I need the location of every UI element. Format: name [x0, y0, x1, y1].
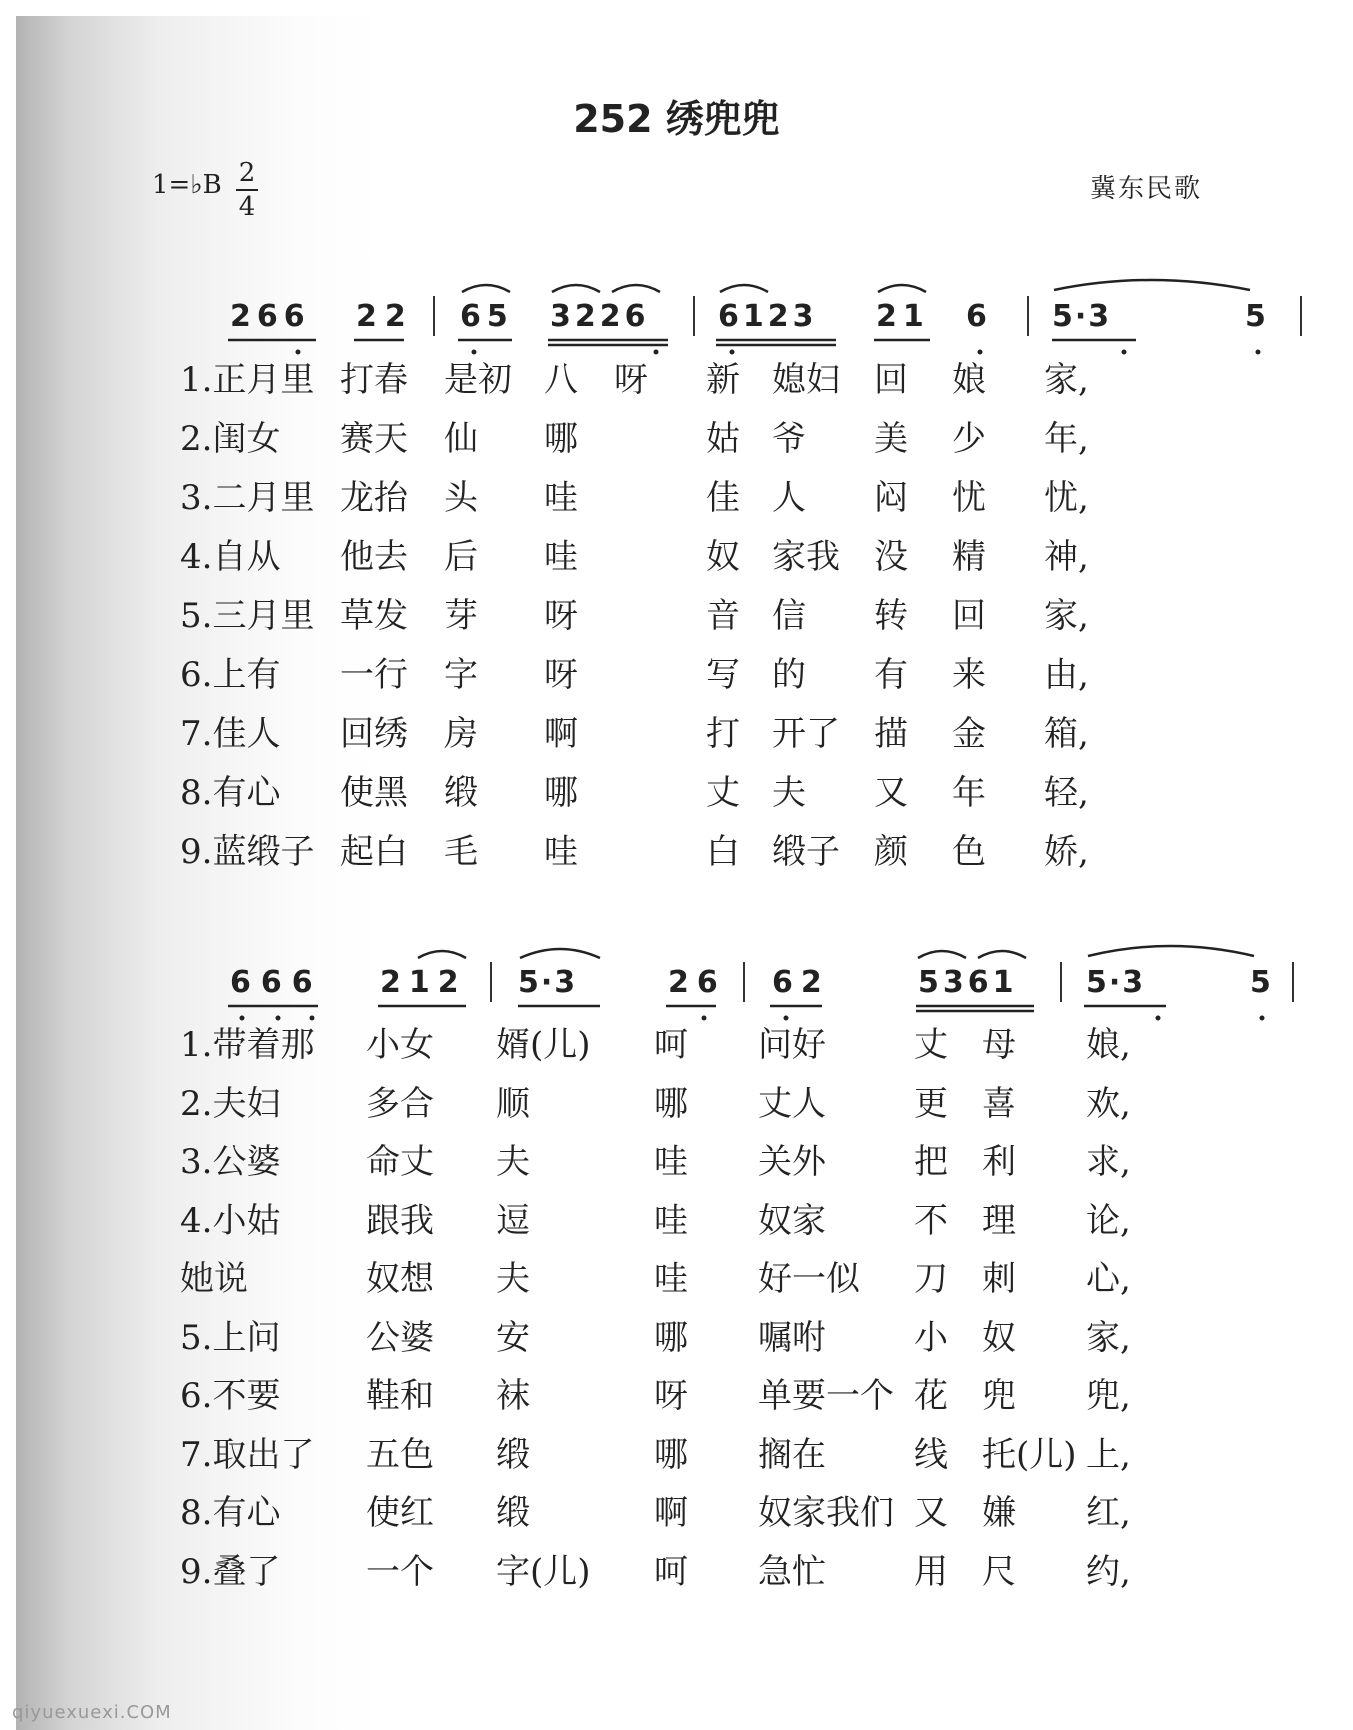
lyric-syllable: 写: [706, 655, 740, 695]
lyric-syllable: 兜: [982, 1376, 1016, 1416]
lyric-syllable: 家,: [1044, 596, 1089, 636]
lyric-syllable: 哪: [544, 419, 578, 459]
lyric-syllable: 线: [914, 1434, 948, 1475]
lyric-syllable: 草发: [340, 596, 408, 636]
lyric-syllable: 由,: [1044, 655, 1089, 695]
lyric-syllable: 逗: [496, 1200, 530, 1241]
lyric-syllable: 五色: [366, 1434, 434, 1475]
lyric-syllable: 9.叠了: [180, 1551, 281, 1592]
lyric-syllable: 使红: [366, 1493, 434, 1533]
lyric-syllable: 关外: [758, 1142, 826, 1182]
lyric-syllable: 哇: [654, 1200, 688, 1241]
lyric-syllable: 忧: [952, 478, 986, 518]
note-group: 5361: [918, 965, 1018, 1000]
lyric-syllable: 信: [772, 596, 806, 636]
lyric-syllable: 回: [952, 596, 986, 636]
lyric-syllable: 多合: [366, 1083, 434, 1124]
lyric-syllable: 转: [874, 596, 908, 636]
lyric-syllable: 又: [914, 1493, 948, 1533]
lyric-syllable: 是初: [444, 360, 512, 400]
lyric-syllable: 来: [952, 655, 986, 695]
barline: [1300, 296, 1302, 336]
lyric-syllable: 哪: [654, 1317, 688, 1358]
lyric-syllable: 1.带着那: [180, 1025, 315, 1065]
lyric-syllable: 搁在: [758, 1434, 826, 1475]
lyric-syllable: 呵: [654, 1551, 688, 1592]
lyric-syllable: 呀: [544, 655, 578, 695]
lyric-syllable: 姑: [706, 419, 740, 459]
lyric-syllable: 年,: [1044, 419, 1089, 459]
lyric-syllable: 色: [952, 832, 986, 872]
lyric-syllable: 用: [914, 1551, 948, 1592]
lyric-syllable: 心,: [1086, 1259, 1131, 1299]
note-group: 5·3: [518, 965, 578, 1000]
lyric-syllable: 哇: [544, 832, 578, 872]
lyric-syllable: 1.正月里: [180, 360, 315, 400]
lyric-syllable: 利: [982, 1142, 1016, 1182]
note-group: 6: [966, 299, 987, 334]
barline: [1060, 962, 1062, 1002]
note-group: 26: [668, 965, 726, 1000]
lyric-syllable: 金: [952, 714, 986, 754]
lyric-syllable: 顺: [496, 1083, 530, 1124]
lyric-syllable: 又: [874, 773, 908, 813]
lyric-syllable: 6.不要: [180, 1376, 281, 1416]
lyric-syllable: 家,: [1086, 1317, 1131, 1358]
lyric-syllable: 呀: [614, 360, 648, 400]
lyric-syllable: 7.佳人: [180, 714, 281, 754]
lyric-syllable: 啊: [654, 1493, 688, 1533]
lyric-syllable: 4.小姑: [180, 1200, 281, 1241]
lyric-syllable: 6.上有: [180, 655, 281, 695]
lyric-syllable: 回: [874, 360, 908, 400]
lyric-syllable: 颜: [874, 832, 908, 872]
lyric-syllable: 丈: [914, 1025, 948, 1065]
note-group: 21: [876, 299, 930, 334]
lyric-syllable: 打: [706, 714, 740, 754]
note-group: 5: [1250, 965, 1271, 1000]
note-group: 6123: [718, 299, 818, 334]
lyric-syllable: 兜,: [1086, 1376, 1131, 1416]
lyric-syllable: 年: [952, 773, 986, 813]
lyric-syllable: 5.三月里: [180, 596, 315, 636]
time-signature: [236, 158, 258, 222]
lyric-syllable: 一行: [340, 655, 408, 695]
lyric-syllable: 尺: [982, 1551, 1016, 1592]
lyric-syllable: 缎: [444, 773, 478, 813]
note-group: 212: [380, 965, 467, 1000]
lyric-syllable: 新: [706, 360, 740, 400]
lyric-syllable: 安: [496, 1317, 530, 1358]
lyric-syllable: 忧,: [1044, 478, 1089, 518]
lyric-syllable: 夫: [496, 1142, 530, 1182]
note-group: 62: [772, 965, 830, 1000]
barline: [693, 296, 695, 336]
page-margin-top: [0, 0, 1353, 16]
lyric-syllable: 丈人: [758, 1083, 826, 1124]
lyric-syllable: 9.蓝缎子: [180, 832, 315, 872]
lyric-syllable: 少: [952, 419, 986, 459]
lyric-syllable: 把: [914, 1142, 948, 1182]
lyric-syllable: 花: [914, 1376, 948, 1416]
page-margin-left: [0, 0, 16, 1730]
lyric-syllable: 仙: [444, 419, 478, 459]
lyric-syllable: 爷: [772, 419, 806, 459]
lyric-syllable: 起白: [340, 832, 408, 872]
lyric-syllable: 哇: [654, 1142, 688, 1182]
lyric-syllable: 神,: [1044, 537, 1089, 577]
lyric-syllable: 精: [952, 537, 986, 577]
lyric-syllable: 袜: [496, 1376, 530, 1416]
lyric-syllable: 白: [706, 832, 740, 872]
lyric-syllable: 毛: [444, 832, 478, 872]
lyric-syllable: 缎子: [772, 832, 840, 872]
lyric-syllable: 7.取出了: [180, 1434, 315, 1475]
lyric-syllable: 娘,: [1086, 1025, 1131, 1065]
lyric-syllable: 8.有心: [180, 773, 281, 813]
barline: [490, 962, 492, 1002]
lyric-syllable: 奴家: [758, 1200, 826, 1241]
lyric-syllable: 回绣: [340, 714, 408, 754]
lyric-syllable: 字(儿): [496, 1551, 591, 1592]
lyric-syllable: 刀: [914, 1259, 948, 1299]
note-group: 5·3: [1086, 965, 1146, 1000]
lyric-syllable: 论,: [1086, 1200, 1131, 1241]
note-group: 5: [1245, 299, 1266, 334]
lyric-syllable: 母: [982, 1025, 1016, 1065]
lyric-syllable: 字: [444, 655, 478, 695]
lyric-syllable: 芽: [444, 596, 478, 636]
time-signature-bottom: 4: [238, 192, 256, 222]
note-group: 5·3: [1052, 299, 1112, 334]
lyric-syllable: 美: [874, 419, 908, 459]
lyric-syllable: 有: [874, 655, 908, 695]
lyric-syllable: 赛天: [340, 419, 408, 459]
note-group: 22: [356, 299, 414, 334]
lyric-syllable: 龙抬: [340, 478, 408, 518]
lyric-syllable: 更: [914, 1083, 948, 1124]
time-signature-top: 2: [238, 158, 256, 188]
lyric-syllable: 描: [874, 714, 908, 754]
lyric-syllable: 好一似: [758, 1259, 860, 1299]
lyric-syllable: 他去: [340, 537, 408, 577]
lyric-syllable: 娘: [952, 360, 986, 400]
lyric-syllable: 她说: [180, 1259, 248, 1299]
lyric-syllable: 夫: [496, 1259, 530, 1299]
lyric-syllable: 上,: [1086, 1434, 1131, 1475]
barline: [1292, 962, 1294, 1002]
lyric-syllable: 娇,: [1044, 832, 1089, 872]
lyric-syllable: 急忙: [758, 1551, 826, 1592]
lyric-syllable: 奴: [982, 1317, 1016, 1358]
lyric-syllable: 后: [444, 537, 478, 577]
lyric-syllable: 求,: [1086, 1142, 1131, 1182]
lyric-syllable: 房: [444, 714, 478, 754]
lyric-syllable: 开了: [772, 714, 840, 754]
lyric-syllable: 婿(儿): [496, 1025, 591, 1065]
lyric-syllable: 问好: [758, 1025, 826, 1065]
barline: [1027, 296, 1029, 336]
song-title: 252 绣兜兜: [573, 97, 780, 141]
lyric-syllable: 哪: [654, 1083, 688, 1124]
lyric-syllable: 8.有心: [180, 1493, 281, 1533]
lyric-syllable: 嘱咐: [758, 1317, 826, 1358]
key-signature: 1=♭B: [152, 170, 222, 200]
lyric-syllable: 呀: [544, 596, 578, 636]
lyric-syllable: 跟我: [366, 1200, 434, 1241]
lyric-syllable: 托(儿): [982, 1434, 1077, 1475]
lyric-syllable: 公婆: [366, 1317, 434, 1358]
lyric-syllable: 小女: [366, 1025, 434, 1065]
lyric-syllable: 的: [772, 655, 806, 695]
lyric-syllable: 夫: [772, 773, 806, 813]
note-group: 266: [230, 299, 311, 334]
lyric-syllable: 理: [982, 1200, 1016, 1241]
lyric-syllable: 小: [914, 1317, 948, 1358]
lyric-syllable: 哇: [654, 1259, 688, 1299]
lyric-syllable: 2.夫妇: [180, 1083, 281, 1124]
lyric-syllable: 佳: [706, 478, 740, 518]
lyric-syllable: 嫌: [982, 1493, 1016, 1533]
lyric-syllable: 哪: [654, 1434, 688, 1475]
barline: [433, 296, 435, 336]
lyric-syllable: 鞋和: [366, 1376, 434, 1416]
barline: [743, 962, 745, 1002]
lyric-syllable: 奴想: [366, 1259, 434, 1299]
lyric-syllable: 呀: [654, 1376, 688, 1416]
watermark: qiyuexuexi.COM: [12, 1702, 172, 1723]
lyric-syllable: 媳妇: [772, 360, 840, 400]
lyric-syllable: 箱,: [1044, 714, 1089, 754]
lyric-syllable: 人: [772, 478, 806, 518]
lyric-syllable: 2.闺女: [180, 419, 281, 459]
lyric-syllable: 轻,: [1044, 773, 1089, 813]
lyric-syllable: 红,: [1086, 1493, 1131, 1533]
lyric-syllable: 奴家我们: [758, 1493, 894, 1533]
lyric-syllable: 不: [914, 1200, 948, 1241]
lyric-syllable: 没: [874, 537, 908, 577]
note-group: 666: [230, 965, 323, 1000]
lyric-syllable: 喜: [982, 1083, 1016, 1124]
lyric-syllable: 呵: [654, 1025, 688, 1065]
lyric-syllable: 家我: [772, 537, 840, 577]
lyric-syllable: 缎: [496, 1434, 530, 1475]
lyric-syllable: 3.公婆: [180, 1142, 281, 1182]
lyric-syllable: 打春: [340, 360, 408, 400]
lyric-syllable: 欢,: [1086, 1083, 1131, 1124]
lyric-syllable: 5.上问: [180, 1317, 281, 1358]
lyric-syllable: 闷: [874, 478, 908, 518]
lyric-syllable: 头: [444, 478, 478, 518]
lyric-syllable: 缎: [496, 1493, 530, 1533]
lyric-syllable: 刺: [982, 1259, 1016, 1299]
note-group: 3226: [550, 299, 650, 334]
lyric-syllable: 命丈: [366, 1142, 434, 1182]
lyric-syllable: 丈: [706, 773, 740, 813]
lyric-syllable: 单要一个: [758, 1376, 894, 1416]
lyric-syllable: 哇: [544, 478, 578, 518]
lyric-syllable: 一个: [366, 1551, 434, 1592]
lyric-syllable: 啊: [544, 714, 578, 754]
song-origin: 冀东民歌: [1090, 174, 1203, 204]
lyric-syllable: 奴: [706, 537, 740, 577]
lyric-syllable: 约,: [1086, 1551, 1131, 1592]
lyric-syllable: 哪: [544, 773, 578, 813]
lyric-syllable: 使黑: [340, 773, 408, 813]
lyric-syllable: 4.自从: [180, 537, 281, 577]
lyric-syllable: 音: [706, 596, 740, 636]
lyric-syllable: 哇: [544, 537, 578, 577]
lyric-syllable: 家,: [1044, 360, 1089, 400]
lyric-syllable: 3.二月里: [180, 478, 315, 518]
time-signature-bar: [236, 189, 258, 191]
lyric-syllable: 八: [544, 360, 578, 400]
note-group: 65: [460, 299, 514, 334]
